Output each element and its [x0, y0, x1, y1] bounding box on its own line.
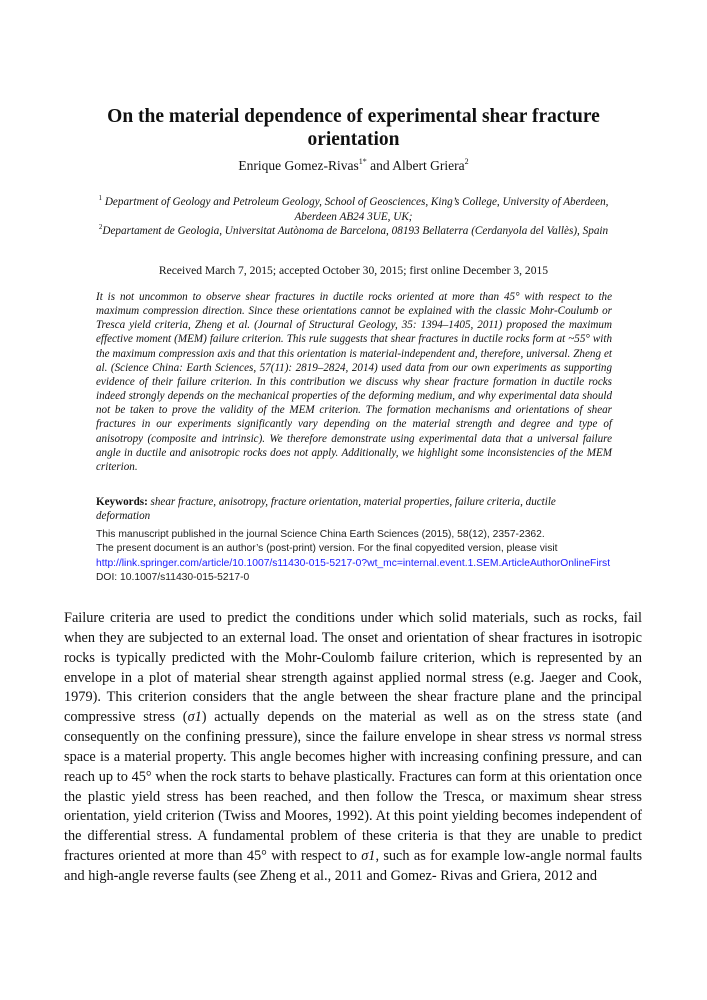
author-list [60, 158, 647, 174]
body-text-run: Failure criteria are used to predict the conditions under which solid materials, such as rocks, fail when they are subjected to an external load. The onset and orientation of shear fractures in isotropic rocks is typically predicted with the Mohr-Coulomb failure criterion, which is represented by an envelope in a plot of material shear strength against applied normal stress (e.g. Jaeger and Cook, 1979). This criterion considers that the angle between the shear fracture plane and the principal compressive stress ( [64, 610, 642, 726]
doi: DOI: 10.1007/s11430-015-5217-0 [96, 571, 250, 583]
affiliation-marker: 2 [98, 223, 103, 231]
keywords-list: shear fracture, anisotropy, fracture orientation, material properties, failure criteria, ductile deformation [96, 496, 556, 523]
author-marker: 1* [358, 157, 367, 166]
paper-title: On the material dependence of experimental shear fracture orientation [107, 106, 600, 150]
body-text [64, 609, 642, 887]
affiliation-2 [96, 224, 611, 239]
body-paragraph [64, 609, 642, 887]
vs-italic: vs [548, 729, 561, 746]
keywords [96, 495, 612, 523]
body-text-run: ) actually depends on the material as well as on the stress state (and consequently on the confining pressure), since the failure envelope in shear stress [64, 709, 642, 746]
sigma1-symbol: σ1 [361, 848, 376, 865]
keywords-label: Keywords: [96, 496, 148, 508]
publication-info [96, 528, 616, 585]
article-link[interactable]: http://link.springer.com/article/10.1007/s11430-015-5217-0?wt_mc=internal.event.1.SEM.ArticleAuthorOnlineFirst [96, 557, 611, 569]
author-marker: 2 [464, 157, 469, 166]
affiliation-marker: 1 [98, 194, 103, 202]
affiliation-text: Departament de Geologia, Universitat Autònoma de Barcelona, 08193 Bellaterra (Cerdanyola del Vallès), Spain [102, 225, 609, 237]
body-text-run: normal stress space is a material property. This angle becomes higher with increasing confining pressure, and can reach up to 45° when the rock starts to behave plastically. Fractures can form at this orientation once the plastic yield stress has been reached, and then follow the Tresca, or maximum shear stress orientation, yield criterion (Twiss and Moores, 1992). At this point yielding becomes independent of the differential stress. A fundamental problem of these criteria is that they are unable to predict fractures oriented at more than 45° with respect to [64, 729, 642, 865]
author-joiner: and [366, 158, 393, 173]
author-name: Albert Griera [392, 158, 465, 173]
sigma1-symbol: σ1 [187, 709, 202, 726]
postprint-note: The present document is an author’s (post-print) version. For the final copyedited version, please visit [96, 543, 558, 555]
affiliation-text: Department of Geology and Petroleum Geology, School of Geosciences, King’s College, University of Aberdeen, Aberdeen AB24 3UE, UK; [104, 196, 609, 223]
received-dates: Received March 7, 2015; accepted October 30, 2015; first online December 3, 2015 [158, 264, 549, 277]
affiliation-1 [96, 195, 611, 225]
body-text-run: , such as for example low-angle normal faults and high-angle reverse faults (see Zheng et al., 2011 and Gomez- Rivas and Griera, 2012 and [64, 848, 643, 884]
publication-note: This manuscript published in the journal Science China Earth Sciences (2015), 58(12), 2357-2362. [96, 529, 545, 540]
author-name: Enrique Gomez-Rivas [238, 158, 359, 173]
abstract: It is not uncommon to observe shear fractures in ductile rocks oriented at more than 45° with respect to the maximum compression direction. Since these orientations cannot be explained with the classic Mohr-Coulumb or Tresca yield criteria, Zheng et al. (Journal of Structural Geology, 35: 1394–1405, 2011) proposed the maximum effective moment (MEM) failure criterion. This rule suggests that shear fractures in ductile rocks form at ~55° with the maximum compression axis and that this orientation is material-independent and, therefore, universal. Zheng et al. (Science China: Earth Sciences, 57(11): 2819–2824, 2014) used data from our own experiments as supporting evidence of their failure criterion. In this contribution we discuss why shear fracture formation in ductile rocks indeed strongly depends on the mechanical properties of the deforming medium, and why experimental data should not be taken to prove the validity of the MEM criterion. The formation mechanisms and orientations of shear fractures in our experiments significantly vary depending on the material strength and degree and type of anisotropy (composite and intrinsic). We therefore demonstrate using experimental data that a universal failure angle in ductile and anisotropic rocks does not apply. Additionally, we highlight some inconsistencies of the MEM criterion. [96, 291, 612, 473]
